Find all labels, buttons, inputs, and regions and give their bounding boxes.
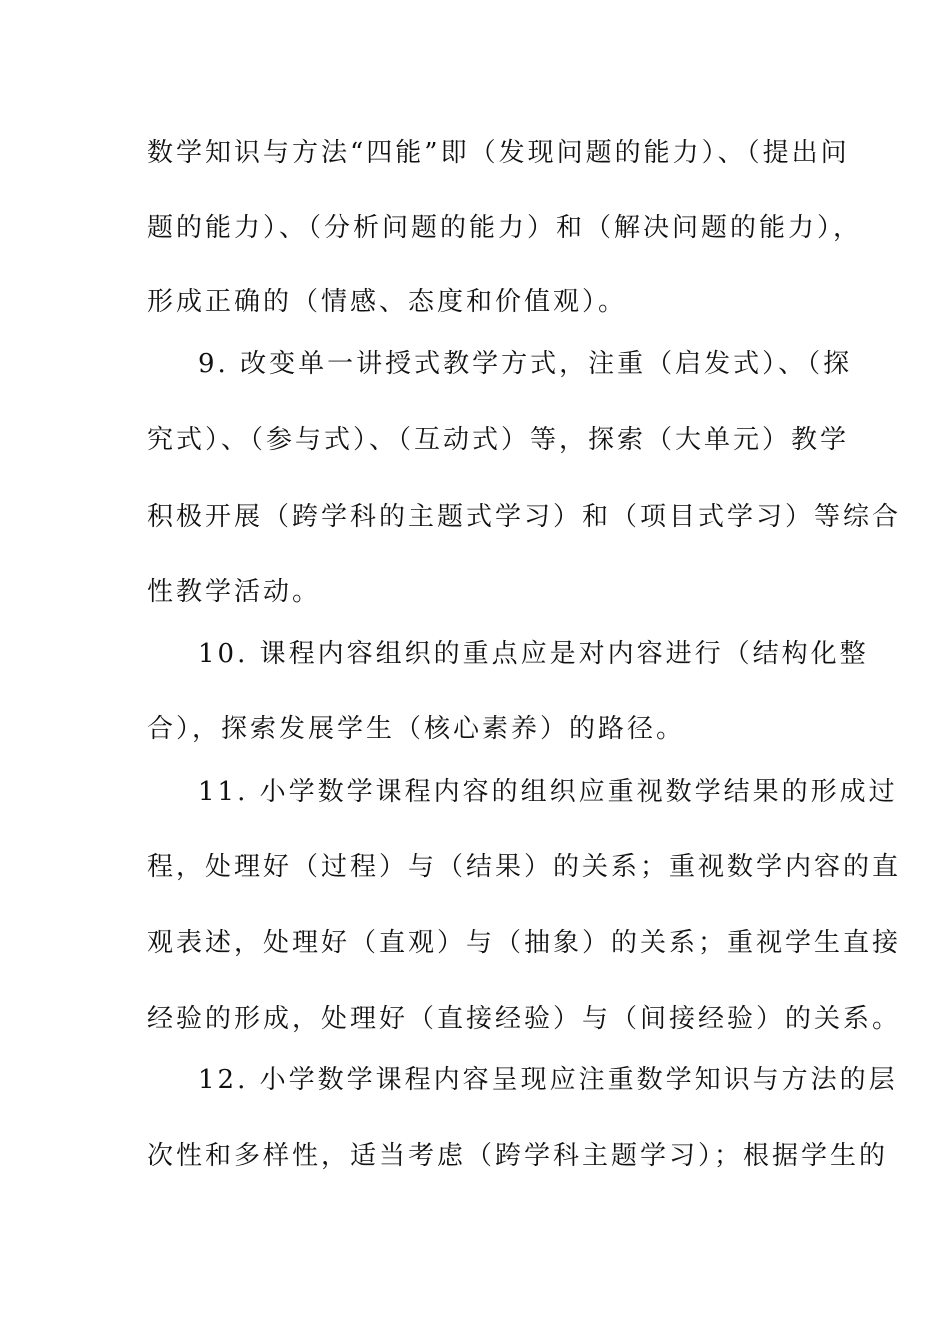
text-line: 性教学活动。 — [147, 577, 322, 607]
text-line: 合），探索发展学生（核心素养）的路径。 — [147, 714, 686, 744]
text-line: 次性和多样性，适当考虑（跨学科主题学习）；根据学生的 — [147, 1141, 889, 1171]
text-line: 观表述，处理好（直观）与（抽象）的关系；重视学生直接 — [147, 928, 902, 958]
text-line: 程，处理好（过程）与（结果）的关系；重视数学内容的直 — [147, 852, 902, 882]
text-line: 数学知识与方法“四能”即（发现问题的能力）、（提出问 — [147, 138, 850, 168]
paragraph-11-first-line: 11. 小学数学课程内容的组织应重视数学结果的形成过 — [198, 777, 898, 807]
text-line: 题的能力）、（分析问题的能力）和（解决问题的能力）， — [147, 213, 863, 243]
text-line: 积极开展（跨学科的主题式学习）和（项目式学习）等综合 — [147, 502, 902, 532]
paragraph-12-first-line: 12. 小学数学课程内容呈现应注重数学知识与方法的层 — [198, 1065, 898, 1095]
text-line: 形成正确的（情感、态度和价值观）。 — [147, 287, 628, 317]
text-line: 经验的形成，处理好（直接经验）与（间接经验）的关系。 — [147, 1004, 902, 1034]
text-line: 究式）、（参与式）、（互动式）等，探索（大单元）教学 — [147, 425, 850, 455]
paragraph-10-first-line: 10. 课程内容组织的重点应是对内容进行（结构化整 — [198, 639, 869, 669]
paragraph-9-first-line: 9. 改变单一讲授式教学方式，注重（启发式）、（探 — [198, 349, 853, 379]
